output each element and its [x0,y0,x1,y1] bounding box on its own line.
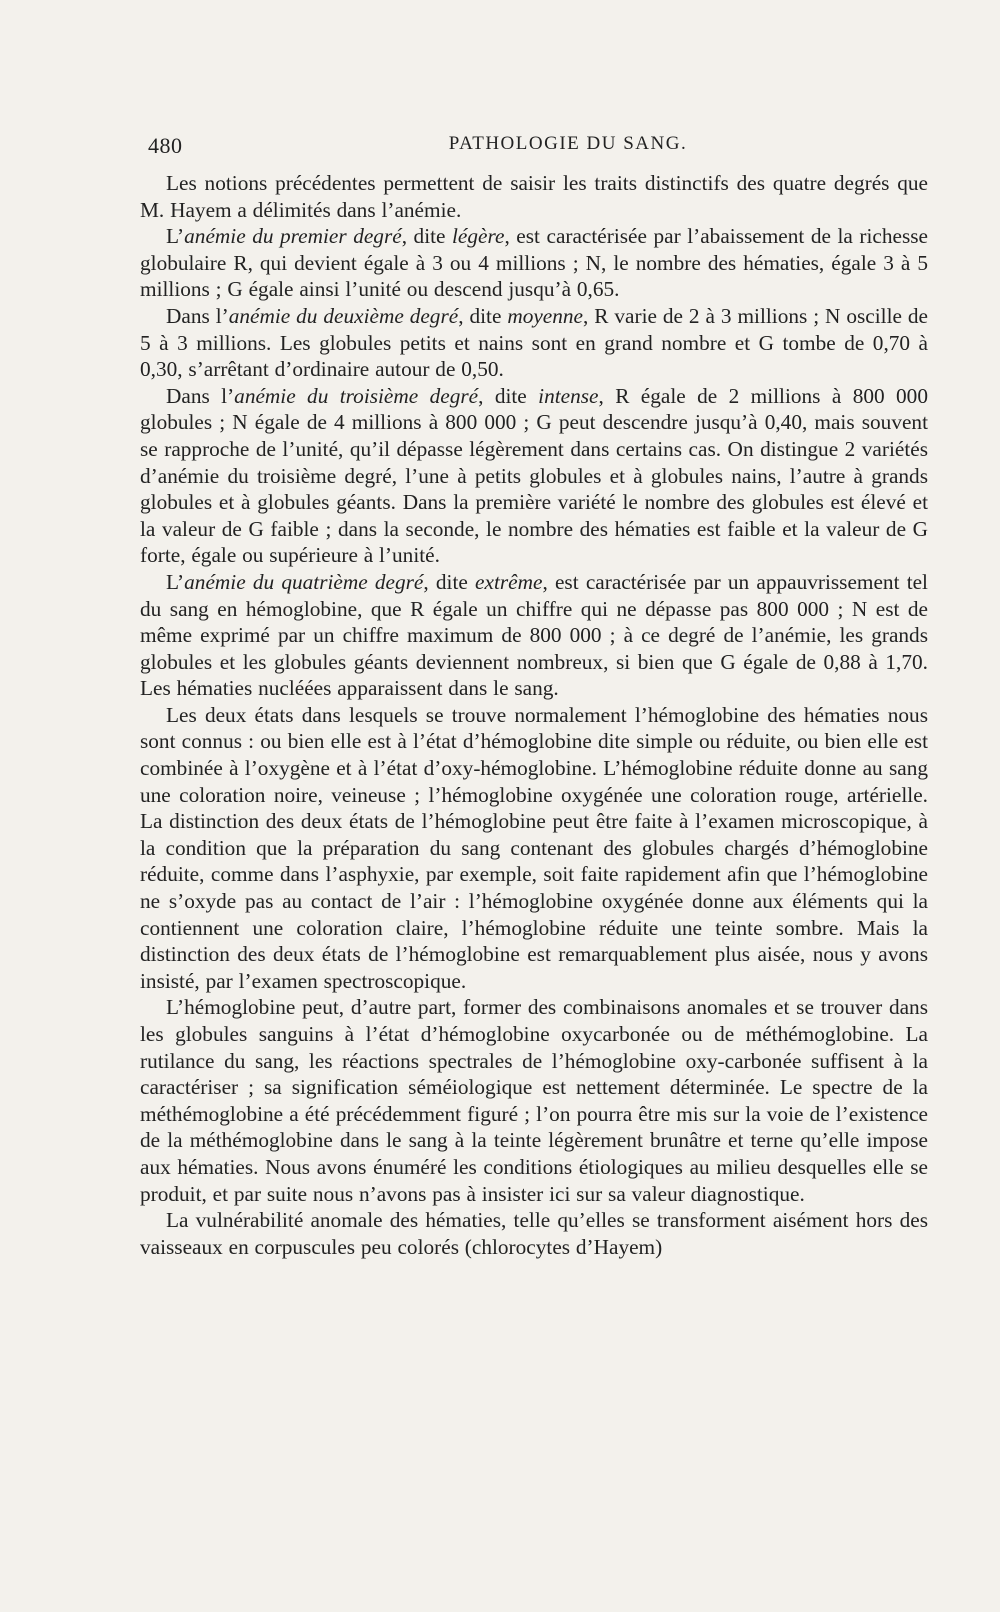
paragraph [140,569,928,702]
text-run: Les deux états dans lesquels se trouve normalement l’hémoglobine des hématies nous sont connus : ou bien elle est à l’état d’hémoglobine dite simple ou réduite, ou bien elle est combinée à l’oxygène et à l’état d’oxy-hémoglobine. L’hémoglobine réduite donne au sang une coloration noire, veineuse ; l’hémoglobine oxygénée une coloration rouge, artérielle. La distinction des deux états de l’hémoglobine peut être faite à l’examen microscopique, à la condition que la préparation du sang contenant des globules chargés d’hémoglobine réduite, comme dans l’asphyxie, par exemple, soit faite rapidement afin que l’hémoglobine ne s’oxyde pas au contact de l’air : l’hémoglobine oxygénée donne aux éléments qui la contiennent une coloration claire, l’hémoglobine réduite une teinte sombre. Mais la distinction des deux états de l’hémoglobine est remarquablement plus aisée, nous y avons insisté, par l’examen spectroscopique. [140,702,928,993]
italic-term: extrême [475,569,543,594]
italic-term: intense [538,383,599,408]
italic-term: anémie du quatrième degré [184,569,424,594]
italic-term: légère [452,224,505,249]
text-run: , dite [401,224,453,249]
italic-term: moyenne [507,303,584,328]
italic-term: anémie du deuxième degré [228,303,459,328]
text-run: , dite [458,303,508,328]
text-run: L’hémoglobine peut, d’autre part, former des combinaisons anomales et se trouver dans les globules sanguins à l’état d’hémoglobine oxycarbonée ou de méthémoglobine. La rutilance du sang, les réactions spectrales de l’hémoglobine oxy-carbonée suffisent à la caractériser ; sa signification séméiologique est nettement déterminée. Le spectre de la méthémoglobine a été précédemment figuré ; l’on pourra être mis sur la voie de l’existence de la méthémoglobine dans le sang à la teinte légèrement brunâtre et terne qu’elle impose aux hématies. Nous avons énuméré les conditions étiologiques au milieu desquelles elle se produit, et par suite nous n’avons pas à insister ici sur sa valeur diagnostique. [140,995,928,1206]
italic-term: anémie du troisième degré [234,383,479,408]
running-head: PATHOLOGIE DU SANG. [448,133,688,154]
text-run: L’ [166,224,185,249]
text-run: , R varie de 2 à 3 millions ; N oscille de 5 à 3 millions. Les globules petits et nains sont en grand nombre et G tombe de 0,70 à 0,30, s’arrêtant d’ordinaire autour de 0,50. [140,303,928,382]
paragraph [140,1207,928,1260]
paragraph [140,223,928,303]
text-run: Les notions précédentes permettent de saisir les traits distinctifs des quatre degrés que M. Hayem a délimités dans l’anémie. [140,171,928,222]
text-run: , dite [478,383,539,408]
paragraph [140,383,928,569]
text-run: , R égale de 2 millions à 800 000 globules ; N égale de 4 millions à 800 000 ; G peut descendre jusqu’à 0,40, mais souvent se rapproche de l’unité, qu’il dépasse légèrement dans certains cas. On distingue 2 variétés d’anémie du troisième degré, l’une à petits globules et à globules nains, l’autre à grands globules et à globules géants. Dans la première variété le nombre des globules est élevé et la valeur de G faible ; dans la seconde, le nombre des hématies est faible et la valeur de G forte, égale ou supérieure à l’unité. [140,383,928,568]
paragraph [140,702,928,995]
text-run: , est caractérisée par l’abaissement de la richesse globulaire R, qui devient égale à 3 ou 4 millions ; N, le nombre des hématies, égale 3 à 5 millions ; G égale ainsi l’unité ou descend jusqu’à 0,65. [140,224,928,302]
page-body [140,170,928,1260]
text-run: , est caractérisée par un appauvrissement tel du sang en hémoglobine, que R égale un chiffre qui ne dépasse pas 800 000 ; N est de même exprimé par un chiffre maximum de 800 000 ; à ce degré de l’anémie, les grands globules et les globules géants deviennent nombreux, si bien que G égale de 0,88 à 1,70. Les hématies nucléées apparaissent dans le sang. [140,569,928,701]
text-run: La vulnérabilité anomale des hématies, telle qu’elles se transforment aisément hors des vaisseaux en corpuscules peu colorés (chlorocytes d’Hayem) [140,1208,928,1259]
text-run: L’ [166,569,185,594]
page-number: 480 [148,133,183,158]
text-run: , dite [423,569,476,594]
italic-term: anémie du premier degré [184,224,402,249]
paragraph [140,170,928,223]
text-run: Dans l’ [166,383,235,408]
paragraph [140,303,928,383]
page-header [148,133,928,163]
text-run: Dans l’ [166,303,229,328]
paragraph [140,994,928,1207]
